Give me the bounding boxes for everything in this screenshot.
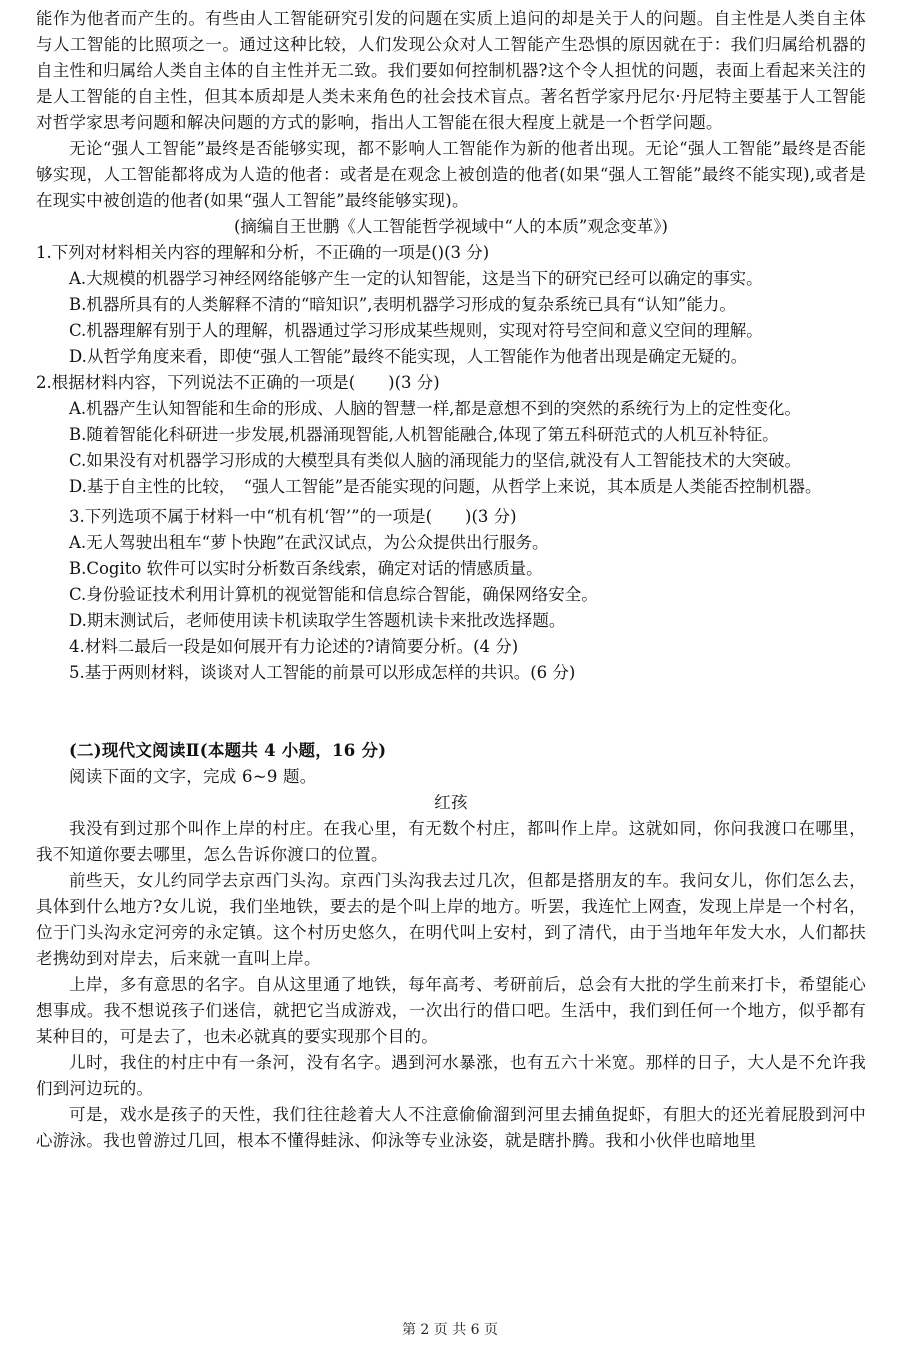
- question-1-option-c: C.机器理解有别于人的理解，机器通过学习形成某些规则，实现对符号空间和意义空间的理解。: [69, 321, 763, 340]
- question-2-option-b: B.随着智能化科研进一步发展,机器涌现智能,人机智能融合,体现了第五科研范式的人机互补特征。: [69, 425, 779, 444]
- story-paragraph: 我没有到过那个叫作上岸的村庄。在我心里，有无数个村庄，都叫作上岸。这就如同，你问我渡口在哪里，我不知道你要去哪里，怎么告诉你渡口的位置。: [36, 819, 866, 864]
- question-5: 5.基于两则材料，谈谈对人工智能的前景可以形成怎样的共识。(6 分): [69, 663, 576, 682]
- paragraph-strong-ai: 无论“强人工智能”最终是否能够实现，都不影响人工智能作为新的他者出现。无论“强人工智能”最终是否能够实现，人工智能都将成为人造的他者：或者是在观念上被创造的他者(如果“强人工智能”最终不能实现),或者是在现实中被创造的他者(如果“强人工智能”最终能够实现)。: [36, 139, 866, 210]
- story-paragraph: 前些天，女儿约同学去京西门头沟。京西门头沟我去过几次，但都是搭朋友的车。我问女儿，你们怎么去，具体到什么地方?女儿说，我们坐地铁，要去的是个叫上岸的地方。听罢，我连忙上网查，发现上岸是一个村名，位于门头沟永定河旁的永定镇。这个村历史悠久，在明代叫上安村，到了清代，由于当地年年发大水，人们都扶老携幼到对岸去，后来就一直叫上岸。: [36, 871, 866, 968]
- question-3-option-d: D.期末测试后，老师使用读卡机读取学生答题机读卡来批改选择题。: [69, 611, 566, 630]
- question-1-option-a: A.大规模的机器学习神经网络能够产生一定的认知智能，这是当下的研究已经可以确定的事实。: [69, 269, 763, 288]
- question-2-stem: 2.根据材料内容，下列说法不正确的一项是( )(3 分): [36, 373, 440, 392]
- question-2-option-a: A.机器产生认知智能和生命的形成、人脑的智慧一样,都是意想不到的突然的系统行为上的定性变化。: [69, 399, 801, 418]
- question-3-option-c: C.身份验证技术利用计算机的视觉智能和信息综合智能，确保网络安全。: [69, 585, 598, 604]
- page-footer: 第 2 页 共 6 页: [401, 1322, 499, 1338]
- story-paragraph: 儿时，我住的村庄中有一条河，没有名字。遇到河水暴涨，也有五六十米宽。那样的日子，大人是不允许我们到河边玩的。: [36, 1053, 866, 1098]
- question-4: 4.材料二最后一段是如何展开有力论述的?请简要分析。(4 分): [69, 637, 519, 656]
- question-1-option-b: B.机器所具有的人类解释不清的“暗知识”,表明机器学习形成的复杂系统已具有“认知”能力。: [69, 295, 736, 314]
- question-3-option-b: B.Cogito 软件可以实时分析数百条线索，确定对话的情感质量。: [69, 559, 543, 578]
- question-2-option-c: C.如果没有对机器学习形成的大模型具有类似人脑的涌现能力的坚信,就没有人工智能技术的大突破。: [69, 451, 802, 470]
- question-1-option-d: D.从哲学角度来看，即使“强人工智能”最终不能实现，人工智能作为他者出现是确定无疑的。: [69, 347, 748, 366]
- section-gap: [36, 686, 866, 738]
- story-paragraph: 可是，戏水是孩子的天性，我们往往趁着大人不注意偷偷溜到河里去捕鱼捉虾，有胆大的还光着屁股到河中心游泳。我也曾游过几回，根本不懂得蛙泳、仰泳等专业泳姿，就是瞎扑腾。我和小伙伴也暗地里: [36, 1105, 866, 1150]
- document-page: [36, 6, 866, 1154]
- section-2-instruction: 阅读下面的文字，完成 6~9 题。: [69, 767, 317, 786]
- question-2-option-d: D.基于自主性的比较， “强人工智能”是否能实现的问题，从哲学上来说，其本质是人类能否控制机器。: [69, 477, 822, 496]
- section-2-heading: (二)现代文阅读Ⅱ(本题共 4 小题，16 分): [69, 741, 387, 760]
- question-3-option-a: A.无人驾驶出租车“萝卜快跑”在武汉试点，为公众提供出行服务。: [69, 533, 549, 552]
- paragraph-intro: 能作为他者而产生的。有些由人工智能研究引发的问题在实质上追问的却是关于人的问题。自主性是人类自主体与人工智能的比照项之一。通过这种比较，人们发现公众对人工智能产生恐惧的原因就在于：我们归属给机器的自主性和归属给人类自主体的自主性并无二致。我们要如何控制机器?这个令人担忧的问题，表面上看起来关注的是人工智能的自主性，但其本质却是人类未来角色的社会技术盲点。著名哲学家丹尼尔·丹尼特主要基于人工智能对哲学家思考问题和解决问题的方式的影响，指出人工智能在很大程度上就是一个哲学问题。: [36, 9, 866, 132]
- source-citation: (摘编自王世鹏《人工智能哲学视域中“人的本质”观念变革》): [234, 217, 668, 236]
- question-1-stem: 1.下列对材料相关内容的理解和分析，不正确的一项是()(3 分): [36, 243, 490, 262]
- question-3-stem: 3.下列选项不属于材料一中“机有机‘智’”的一项是( )(3 分): [69, 507, 517, 526]
- story-title: 红孩: [434, 793, 468, 812]
- story-paragraph: 上岸，多有意思的名字。自从这里通了地铁，每年高考、考研前后，总会有大批的学生前来打卡，希望能心想事成。我不想说孩子们迷信，就把它当成游戏，一次出行的借口吧。生活中，我们到任何一个地方，似乎都有某种目的，可是去了，也未必就真的要实现那个目的。: [36, 975, 866, 1046]
